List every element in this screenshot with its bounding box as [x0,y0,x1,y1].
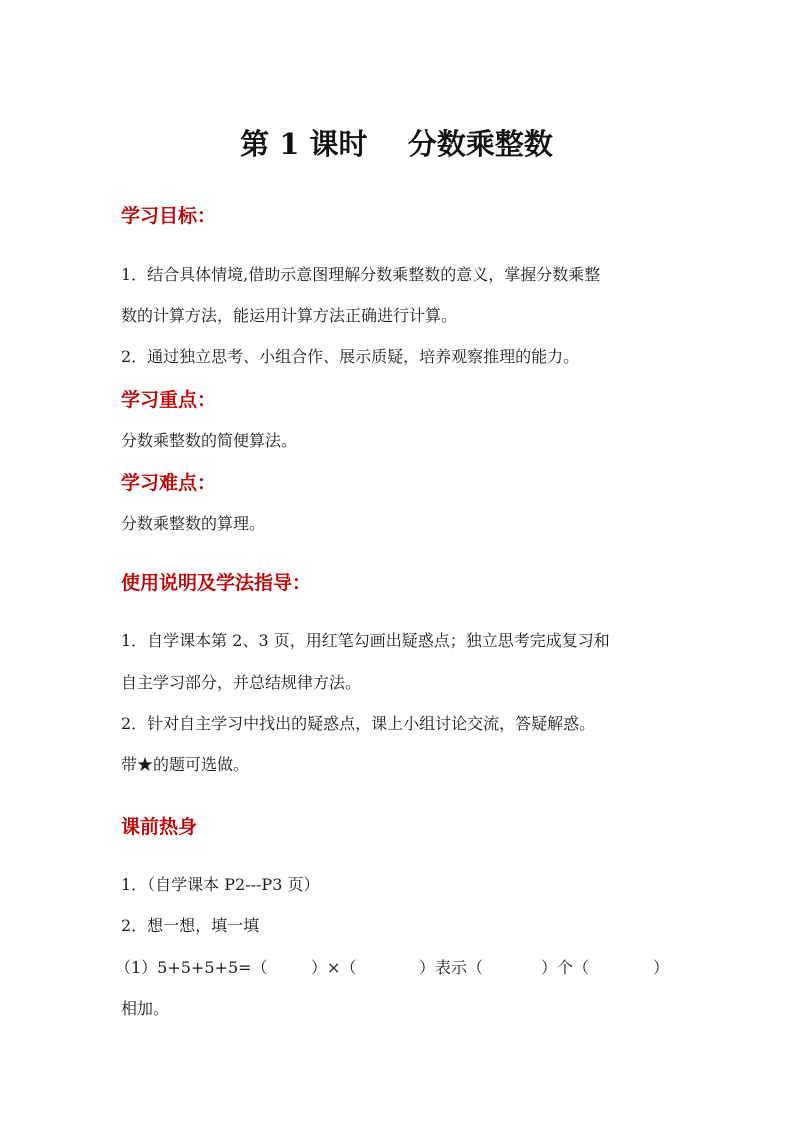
difficulty-text: 分数乘整数的算理。 [121,514,266,533]
guide-1-line-2: 自主学习部分，并总结规律方法。 [121,673,362,692]
warmup-item-1: 1．（自学课本 P2---P3 页） [121,875,320,894]
objective-1-line-1: 1．结合具体情境,借助示意图理解分数乘整数的意义，掌握分数乘整 [121,265,601,284]
exercise-part-1: （1）5+5+5+5=（ [115,958,268,977]
page-title: 第 1 课时 分数乘整数 [240,127,553,161]
objectives-heading: 学习目标： [121,205,217,227]
key-points-text: 分数乘整数的简便算法。 [121,431,298,450]
guide-2-line-2: 带★的题可选做。 [121,755,250,774]
difficulty-heading: 学习难点： [121,472,217,494]
warmup-heading: 课前热身 [121,816,198,838]
objective-1-line-2: 数的计算方法，能运用计算方法正确进行计算。 [121,306,458,325]
key-points-heading: 学习重点： [121,389,217,411]
guide-1-line-1: 1．自学课本第 2、3 页，用红笔勾画出疑惑点；独立思考完成复习和 [121,631,610,650]
warmup-item-2: 2．想一想，填一填 [121,916,260,935]
exercise-part-4: ）个（ [541,958,590,977]
guide-2-line-1: 2．针对自主学习中找出的疑惑点，课上小组讨论交流，答疑解惑。 [121,714,596,733]
fill-in-exercise-row [115,955,681,979]
exercise-part-3: ）表示（ [419,958,484,977]
exercise-part-2: ）×（ [311,958,357,977]
objective-2: 2．通过独立思考、小组合作、展示质疑，培养观察推理的能力。 [121,347,580,366]
exercise-line-2: 相加。 [121,999,170,1018]
guide-heading: 使用说明及学法指导： [121,572,312,594]
exercise-part-5: ） [653,958,670,977]
